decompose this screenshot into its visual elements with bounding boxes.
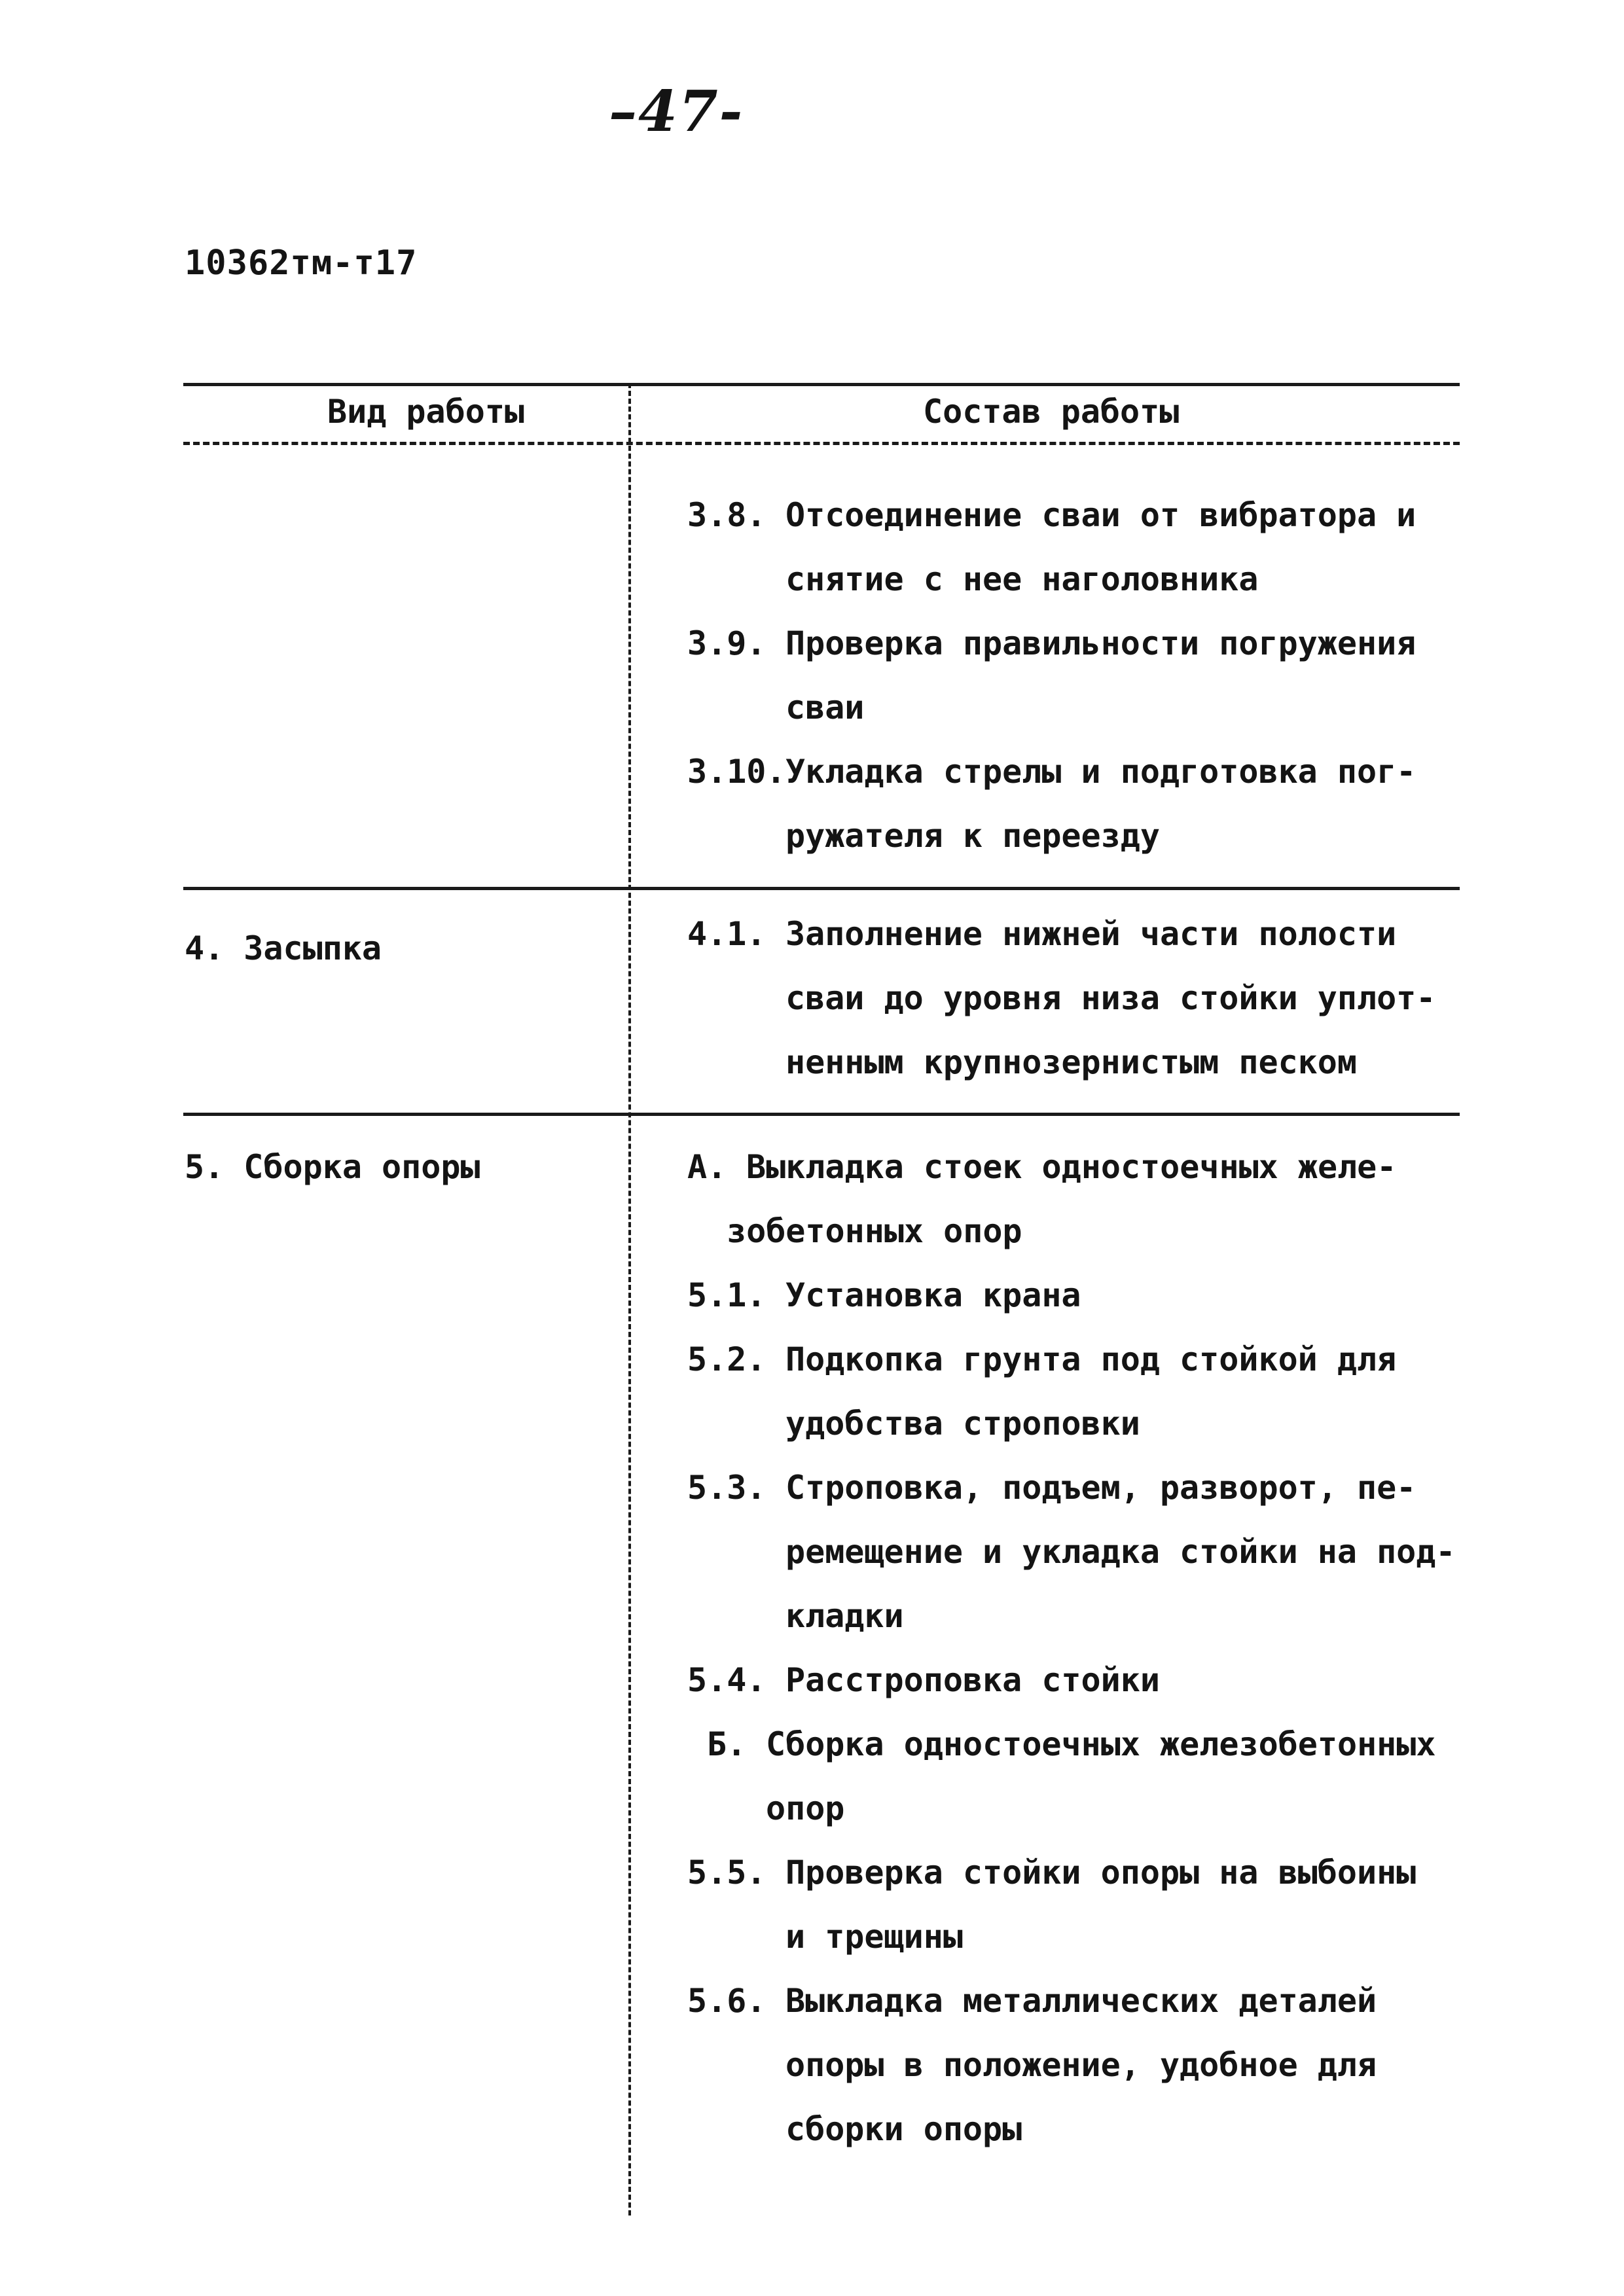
item-text: Проверка стойки опоры на выбоины: [785, 1854, 1416, 1892]
item-number: 3.10.: [687, 753, 786, 791]
table-top-rule: [183, 383, 1460, 386]
item-number: 5.4.: [687, 1661, 767, 1699]
item-text: Сборка одностоечных железобетонных: [766, 1725, 1436, 1763]
item-text: Проверка правильности погружения: [785, 624, 1416, 662]
item-text: Подкопка грунта под стойкой для: [785, 1340, 1397, 1378]
document-code: 10362тм-т17: [185, 243, 418, 283]
item-text: снятие с нее наголовника: [785, 560, 1259, 598]
item-text: Расстроповка стойки: [785, 1661, 1160, 1699]
item-text: сборки опоры: [785, 2110, 1022, 2148]
item-text: Заполнение нижней части полости: [785, 915, 1397, 953]
item-number: 5.5.: [687, 1854, 767, 1892]
item-text: Установка крана: [785, 1276, 1081, 1314]
item-text: Выкладка стоек одностоечных желе-: [746, 1148, 1397, 1186]
header-bottom-rule: [183, 442, 1460, 445]
item-number: 5.2.: [687, 1340, 767, 1378]
item-text: ненным крупнозернистым песком: [785, 1043, 1357, 1081]
column-divider: [628, 383, 631, 2215]
item-number: А.: [687, 1148, 727, 1186]
item-text: Укладка стрелы и подготовка пог-: [785, 753, 1416, 791]
work-type-label: 5. Сборка опоры: [185, 1148, 480, 1186]
item-text: кладки: [785, 1597, 904, 1635]
section-rule: [183, 1113, 1460, 1116]
item-text: ремещение и укладка стойки на под-: [785, 1533, 1456, 1571]
item-text: сваи: [785, 689, 865, 726]
item-text: опор: [766, 1789, 845, 1827]
item-number: 4.1.: [687, 915, 767, 953]
item-text: сваи до уровня низа стойки уплот-: [785, 979, 1436, 1017]
item-number: 3.9.: [687, 624, 767, 662]
section-rule: [183, 887, 1460, 890]
page-number: –47-: [609, 79, 744, 145]
column-header-work-type: Вид работы: [327, 393, 525, 431]
item-text: Выкладка металлических деталей: [785, 1982, 1377, 2020]
item-number: Б.: [707, 1725, 747, 1763]
item-number: 3.8.: [687, 496, 767, 534]
item-number: 5.1.: [687, 1276, 767, 1314]
item-text: опоры в положение, удобное для: [785, 2046, 1377, 2084]
item-text: Отсоединение сваи от вибратора и: [785, 496, 1416, 534]
item-text: удобства строповки: [785, 1405, 1140, 1443]
item-text: зобетонных опор: [727, 1212, 1022, 1250]
item-number: 5.3.: [687, 1469, 767, 1507]
work-type-label: 4. Засыпка: [185, 929, 382, 967]
item-text: ружателя к переезду: [785, 817, 1160, 855]
item-text: и трещины: [785, 1918, 963, 1956]
column-header-work-content: Состав работы: [923, 393, 1180, 431]
item-text: Строповка, подъем, разворот, пе-: [785, 1469, 1416, 1507]
item-number: 5.6.: [687, 1982, 767, 2020]
